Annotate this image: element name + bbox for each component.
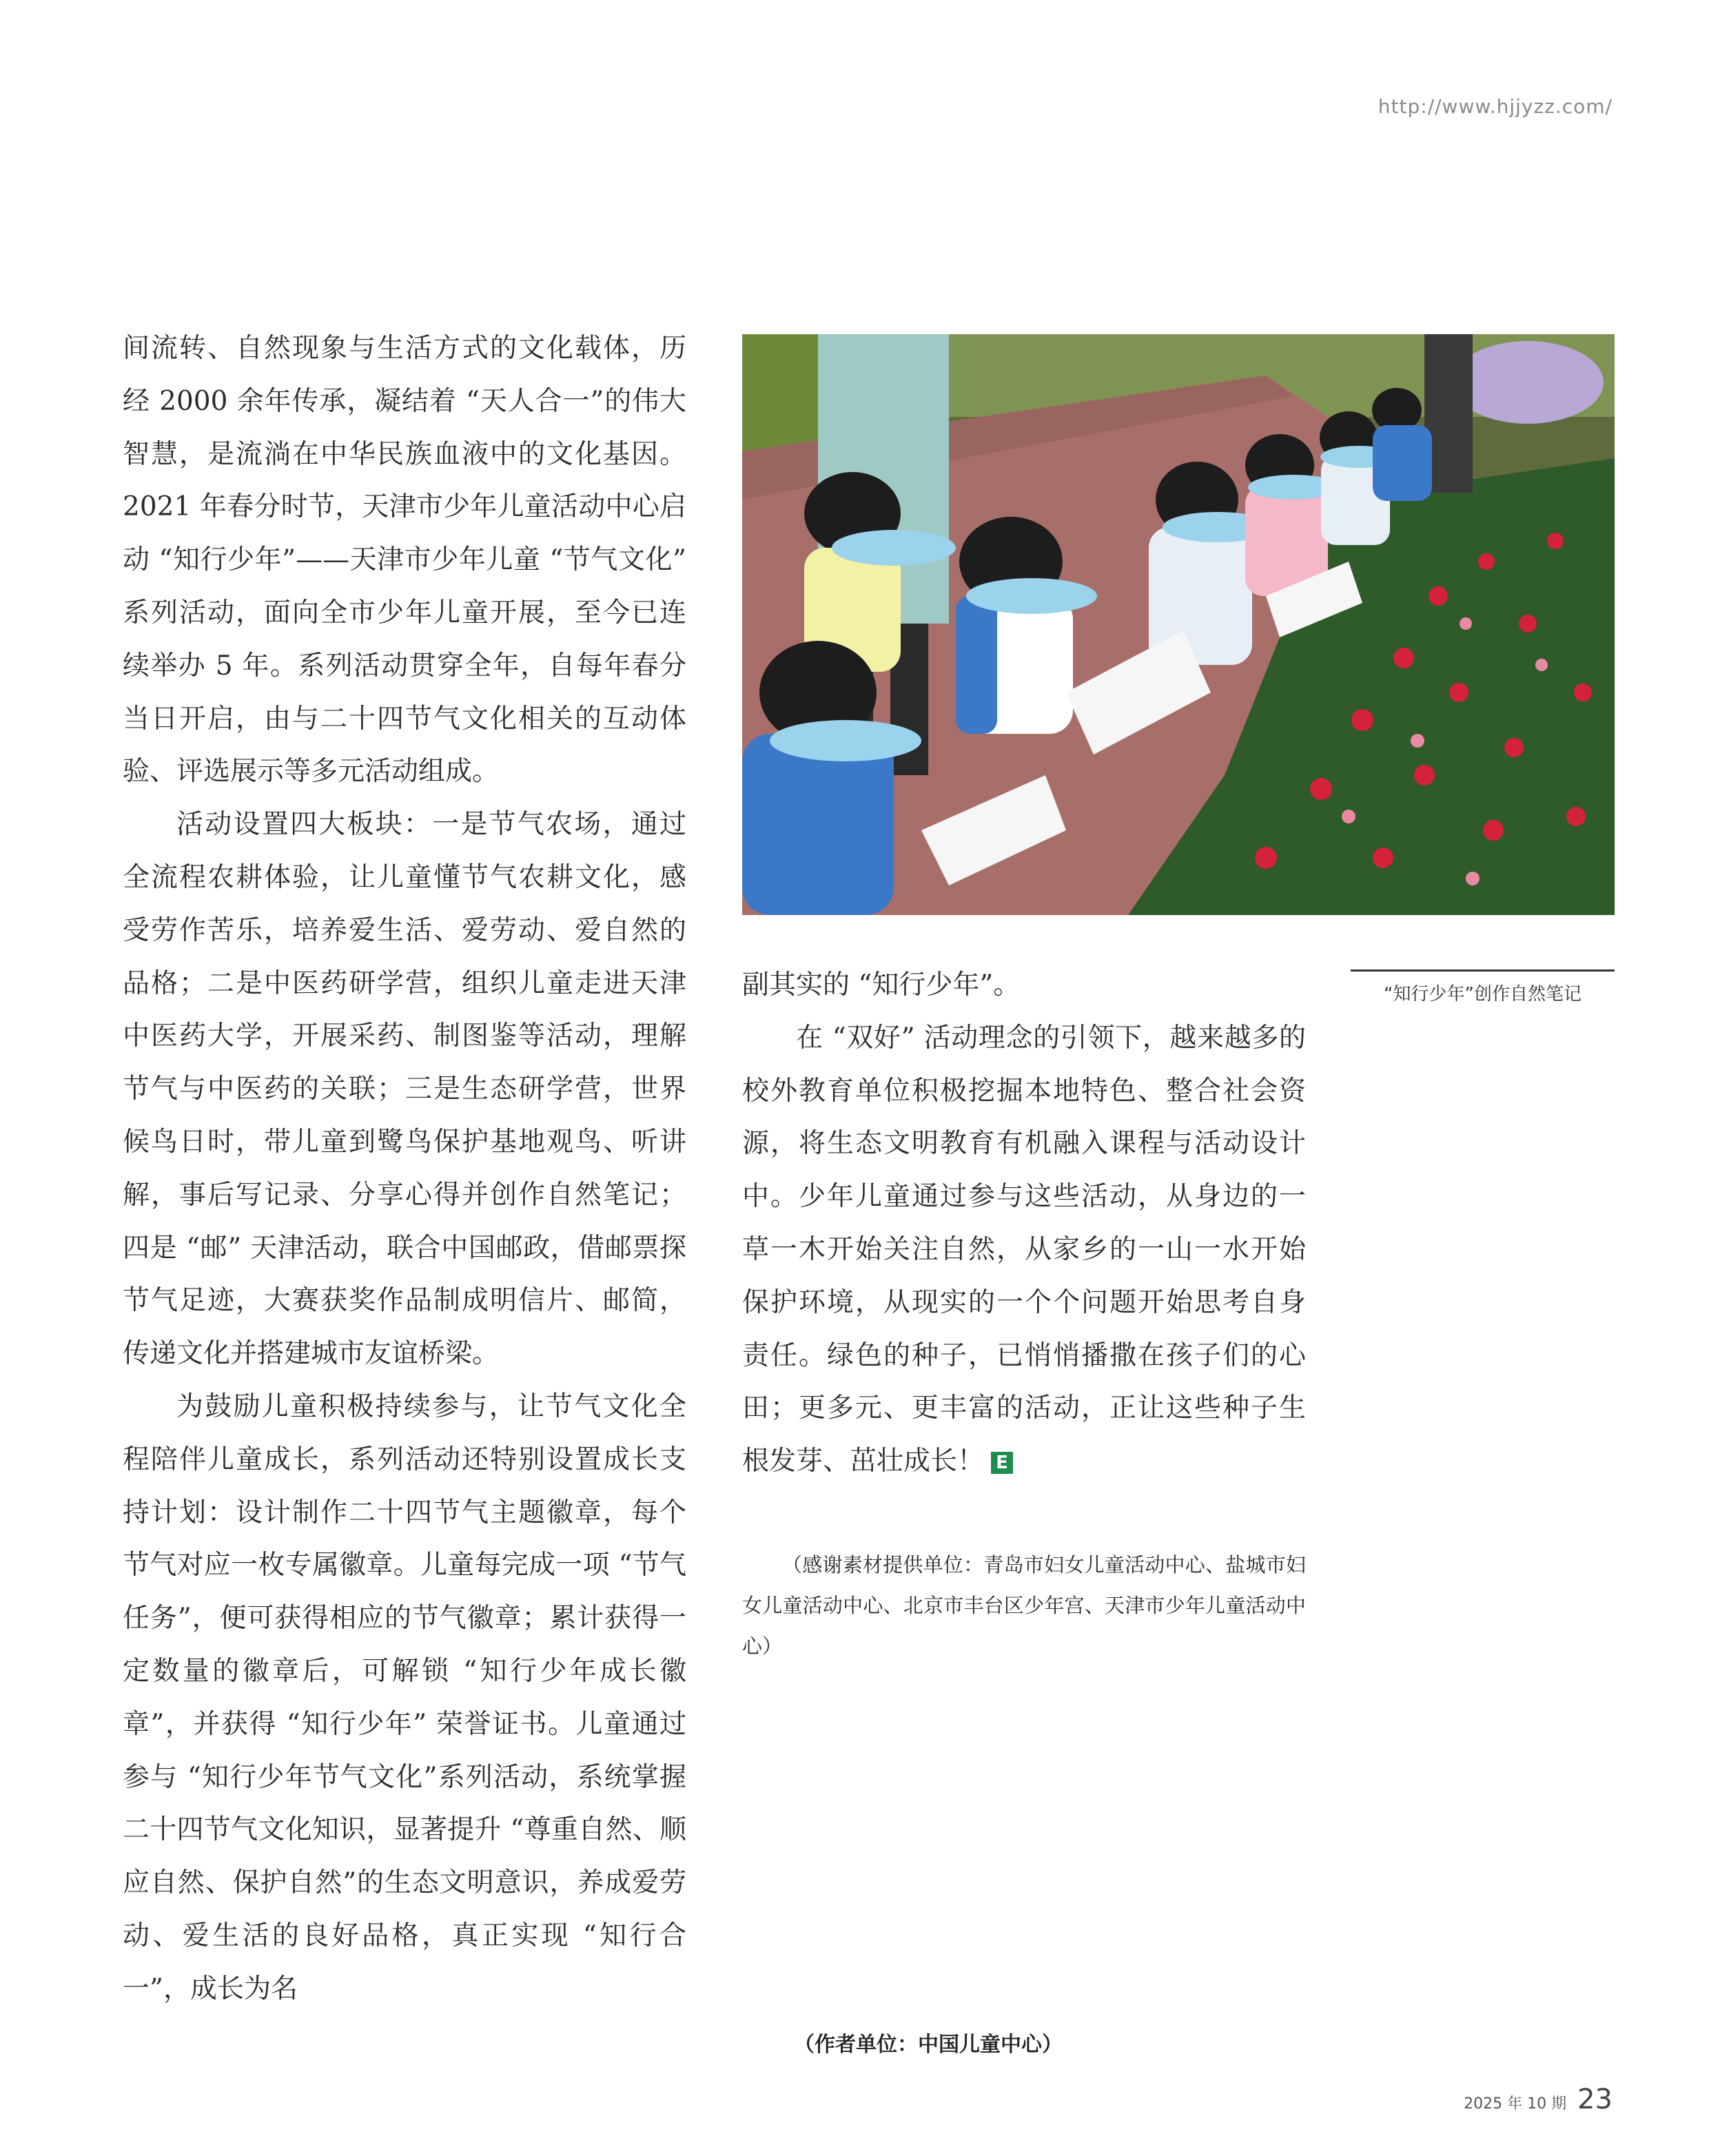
article-column-right — [742, 959, 1306, 1488]
article-end-mark-icon: E — [991, 1452, 1013, 1474]
paragraph-conclusion — [742, 1012, 1306, 1488]
journal-url: http://www.hjjyzz.com/ — [1378, 95, 1613, 118]
article-photo — [742, 334, 1615, 915]
paragraph-continued: 间流转、自然现象与生活方式的文化载体，历经 2000 余年传承，凝结着 “天人合一”的伟大智慧，是流淌在中华民族血液中的文化基因。2021 年春分时节，天津市少年儿童活动中心启动 “知行少年”——天津市少年儿童 “节气文化” 系列活动，面向全市少年儿童开展，至今已连续举办 5 年。系列活动贯穿全年，自每年春分当日开启，由与二十四节气文化相关的互动体验、评选展示等多元活动组成。 — [123, 333, 686, 788]
paragraph-four-sections: 活动设置四大板块：一是节气农场，通过全流程农耕体验，让儿童懂节气农耕文化，感受劳作苦乐，培养爱生活、爱劳动、爱自然的品格；二是中医药研学营，组织儿童走进天津中医药大学，开展采药、制图鉴等活动，理解节气与中医药的关联；三是生态研学营，世界候鸟日时，带儿童到鹭鸟保护基地观鸟、听讲解，事后写记录、分享心得并创作自然笔记；四是 “邮” 天津活动，联合中国邮政，借邮票探节气足迹，大赛获奖作品制成明信片、邮简，传递文化并搭建城市友谊桥梁。 — [123, 809, 686, 1370]
caption-rule — [1351, 969, 1615, 972]
issue-label: 2025 年 10 期 — [1464, 2095, 1567, 2113]
acknowledgement-note: （感谢素材提供单位：青岛市妇女儿童活动中心、盐城市妇女儿童活动中心、北京市丰台区少年宫、天津市少年儿童活动中心） — [742, 1553, 1306, 1658]
paragraph-conclusion-start: 副其实的 “知行少年”。 — [742, 969, 1021, 1000]
photo-children-nature-notes — [742, 334, 1615, 915]
paragraph-growth-plan: 为鼓励儿童积极持续参与，让节气文化全程陪伴儿童成长，系列活动还特别设置成长支持计划：设计制作二十四节气主题徽章，每个节气对应一枚专属徽章。儿童每完成一项 “节气任务”，便可获得相应的节气徽章；累计获得一定数量的徽章后，可解锁 “知行少年成长徽章”，并获得 “知行少年” 荣誉证书。儿童通过参与 “知行少年节气文化”系列活动，系统掌握二十四节气文化知识，显著提升 “尊重自然、顺应自然、保护自然”的生态文明意识，养成爱劳动、爱生活的良好品格，真正实现 “知行合一”，成长为名 — [123, 1390, 686, 2004]
author-affiliation: （作者单位：中国儿童中心） — [794, 2033, 1063, 2057]
photo-caption: “知行少年”创作自然笔记 — [1384, 984, 1582, 1005]
page-footer — [1447, 2084, 1613, 2115]
page-number: 23 — [1577, 2084, 1613, 2115]
conclusion-text: 在 “双好” 活动理念的引领下，越来越多的校外教育单位积极挖掘本地特色、整合社会资源，将生态文明教育有机融入课程与活动设计中。少年儿童通过参与这些活动，从身边的一草一木开始关注自然，从家乡的一山一水开始保护环境，从现实的一个个问题开始思考自身责任。绿色的种子，已悄悄播撒在孩子们的心田；更多元、更丰富的活动，正让这些种子生根发芽、茁壮成长！ — [742, 1022, 1306, 1477]
article-column-left — [123, 322, 686, 2016]
